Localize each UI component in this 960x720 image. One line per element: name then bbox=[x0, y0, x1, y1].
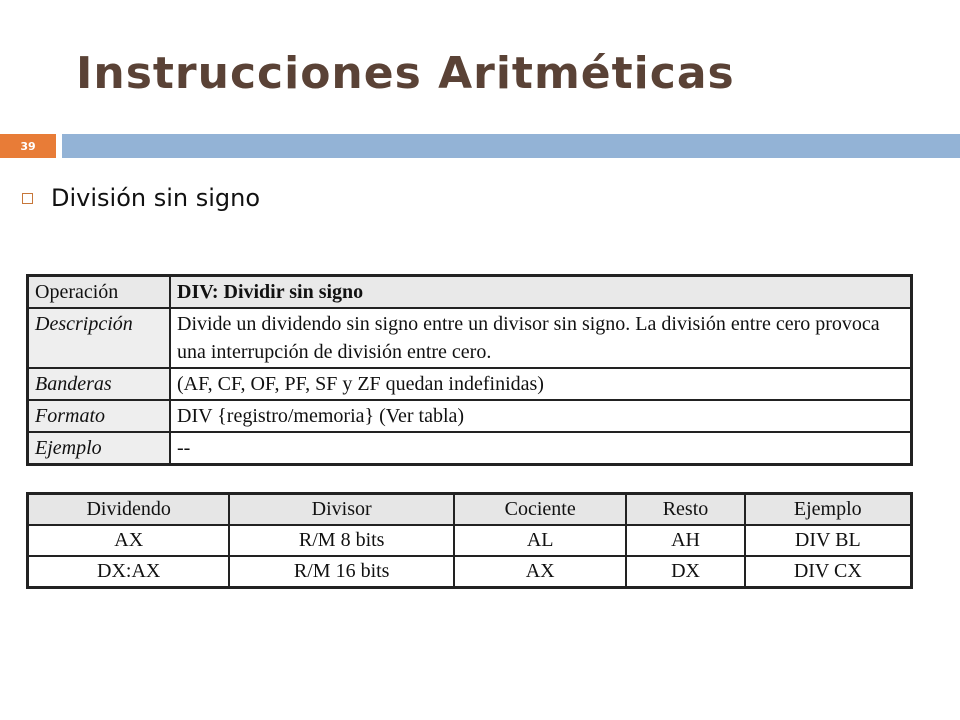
column-header: Ejemplo bbox=[745, 494, 912, 526]
row-value: -- bbox=[170, 432, 912, 465]
table-cell: AH bbox=[626, 525, 744, 556]
table-cell: AL bbox=[454, 525, 626, 556]
column-header: Divisor bbox=[229, 494, 454, 526]
table-row bbox=[28, 368, 912, 400]
table-row bbox=[28, 556, 912, 588]
slide-title: Instrucciones Aritméticas bbox=[76, 48, 735, 99]
table-cell: AX bbox=[28, 525, 230, 556]
bullet-text: División sin signo bbox=[51, 184, 261, 212]
table-header-row bbox=[28, 494, 912, 526]
page-number: 39 bbox=[0, 134, 56, 158]
row-label: Ejemplo bbox=[28, 432, 171, 465]
table-row bbox=[28, 276, 912, 309]
row-value: DIV {registro/memoria} (Ver tabla) bbox=[170, 400, 912, 432]
table-row bbox=[28, 525, 912, 556]
instruction-info-table bbox=[26, 274, 913, 466]
row-label: Formato bbox=[28, 400, 171, 432]
table-cell: R/M 8 bits bbox=[229, 525, 454, 556]
table-cell: DX:AX bbox=[28, 556, 230, 588]
table-cell: DX bbox=[626, 556, 744, 588]
division-register-table bbox=[26, 492, 913, 589]
bullet-item bbox=[22, 184, 260, 212]
column-header: Cociente bbox=[454, 494, 626, 526]
table-cell: DIV BL bbox=[745, 525, 912, 556]
square-bullet-icon bbox=[22, 193, 33, 204]
column-header: Resto bbox=[626, 494, 744, 526]
row-value: (AF, CF, OF, PF, SF y ZF quedan indefinidas) bbox=[170, 368, 912, 400]
table-row bbox=[28, 308, 912, 368]
table-cell: R/M 16 bits bbox=[229, 556, 454, 588]
row-label: Banderas bbox=[28, 368, 171, 400]
row-value: Divide un dividendo sin signo entre un divisor sin signo. La división entre cero provoca una interrupción de división entre cero. bbox=[170, 308, 912, 368]
table-row bbox=[28, 432, 912, 465]
column-header: Dividendo bbox=[28, 494, 230, 526]
table-row bbox=[28, 400, 912, 432]
row-label: Operación bbox=[28, 276, 171, 309]
table-cell: DIV CX bbox=[745, 556, 912, 588]
title-bar-divider bbox=[62, 134, 960, 158]
table-cell: AX bbox=[454, 556, 626, 588]
row-value: DIV: Dividir sin signo bbox=[170, 276, 912, 309]
row-label: Descripción bbox=[28, 308, 171, 368]
